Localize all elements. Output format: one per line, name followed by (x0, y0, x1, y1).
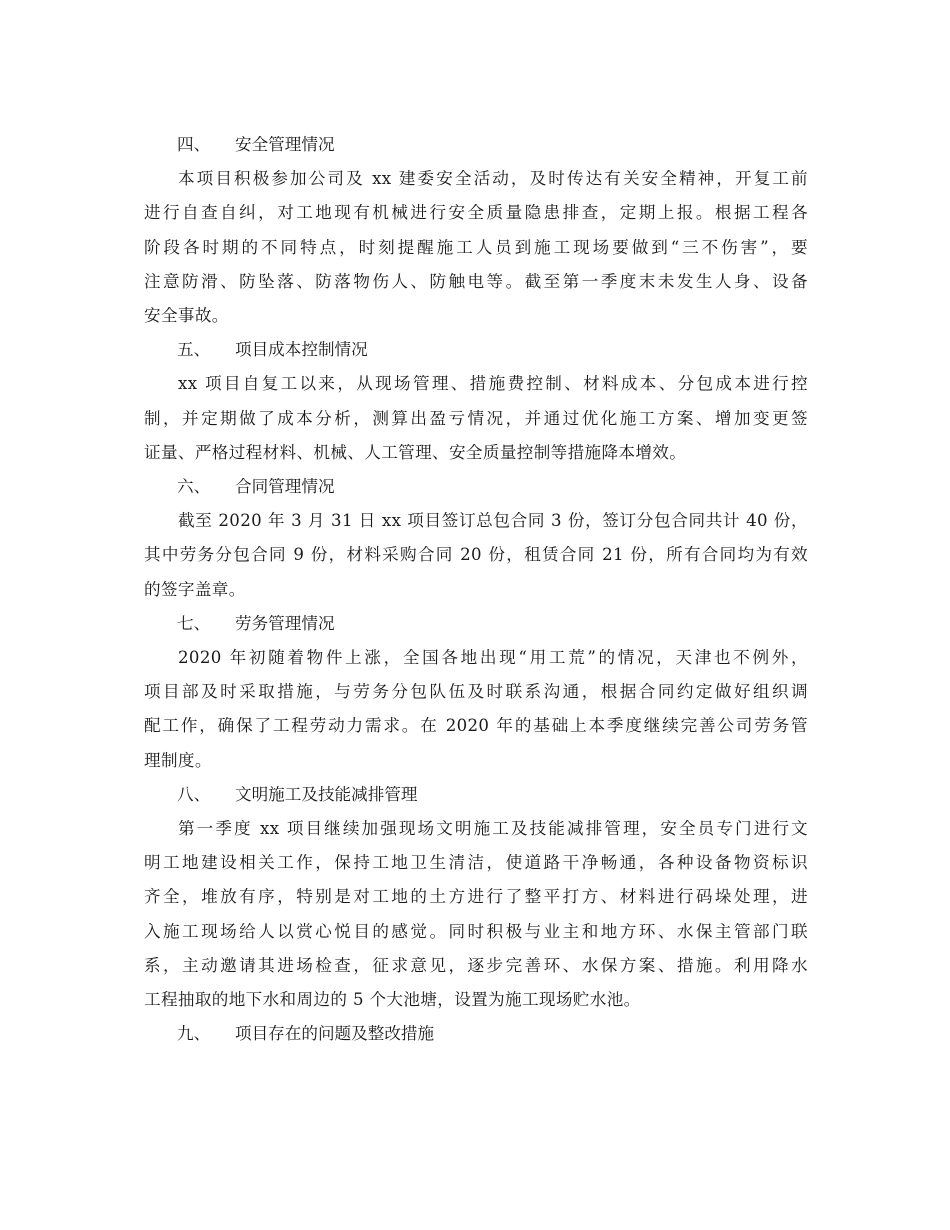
section-paragraph (144, 367, 808, 470)
paragraph-line: 理制度。 (144, 750, 212, 770)
paragraph-line: 其中劳务分包合同 9 份，材料采购合同 20 份，租赁合同 21 份，所有合同均为有效 (144, 545, 808, 565)
section-number: 八、 (177, 784, 211, 804)
paragraph-line: 配工作，确保了工程劳动力需求。在 2020 年的基础上本季度继续完善公司劳务管 (144, 716, 808, 736)
section-heading (144, 778, 808, 812)
section-title: 文明施工及技能减排管理 (235, 784, 418, 804)
paragraph-line: 阶段各时期的不同特点，时刻提醒施工人员到施工现场要做到“三不伤害”，要 (144, 237, 808, 257)
paragraph-line: 截至 2020 年 3 月 31 日 xx 项目签订总包合同 3 份，签订分包合同共计 40 份， (178, 511, 808, 531)
paragraph-line: xx 项目自复工以来，从现场管理、措施费控制、材料成本、分包成本进行控 (178, 374, 808, 394)
paragraph-line: 制，并定期做了成本分析，测算出盈亏情况，并通过优化施工方案、增加变更签 (144, 408, 808, 428)
section-heading (144, 1017, 808, 1051)
section-title: 合同管理情况 (235, 477, 335, 496)
section-heading (144, 128, 808, 162)
section-paragraph (144, 162, 808, 333)
document-page (144, 128, 808, 1051)
section-title: 安全管理情况 (235, 135, 335, 154)
section-number: 五、 (177, 340, 211, 360)
section-number: 六、 (177, 477, 211, 496)
paragraph-line: 本项目积极参加公司及 xx 建委安全活动，及时传达有关安全精神，开复工前 (178, 169, 808, 189)
section-number: 七、 (177, 613, 211, 633)
section-title: 项目成本控制情况 (235, 340, 368, 360)
paragraph-line: 工程抽取的地下水和周边的 5 个大池塘，设置为施工现场贮水池。 (144, 990, 641, 1009)
paragraph-line: 齐全，堆放有序，特别是对工地的土方进行了整平打方、材料进行码垛处理，进 (144, 887, 808, 907)
paragraph-line: 2020 年初随着物件上涨，全国各地出现“用工荒”的情况，天津也不例外， (178, 647, 808, 667)
section-heading (144, 333, 808, 367)
paragraph-line: 进行自查自纠，对工地现有机械进行安全质量隐患排查，定期上报。根据工程各 (144, 203, 808, 223)
paragraph-line: 入施工现场给人以赏心悦目的感觉。同时积极与业主和地方环、水保主管部门联 (144, 921, 808, 941)
paragraph-line: 安全事故。 (144, 306, 229, 325)
section-number: 九、 (177, 1024, 211, 1044)
section-number: 四、 (177, 135, 211, 154)
section-heading (144, 607, 808, 641)
paragraph-line: 项目部及时采取措施，与劳务分包队伍及时联系沟通，根据合同约定做好组织调 (144, 682, 808, 702)
section-title: 劳务管理情况 (235, 613, 335, 633)
section-title: 项目存在的问题及整改措施 (235, 1024, 435, 1044)
paragraph-line: 系，主动邀请其进场检查，征求意见，逐步完善环、水保方案、措施。利用降水 (144, 955, 808, 975)
paragraph-line: 的签字盖章。 (144, 579, 246, 599)
section-paragraph (144, 812, 808, 1017)
section-paragraph (144, 641, 808, 778)
section-heading (144, 470, 808, 504)
paragraph-line: 明工地建设相关工作，保持工地卫生清洁，使道路干净畅通，各种设备物资标识 (144, 853, 808, 873)
paragraph-line: 证量、严格过程材料、机械、人工管理、安全质量控制等措施降本增效。 (144, 442, 687, 462)
section-paragraph (144, 504, 808, 607)
paragraph-line: 第一季度 xx 项目继续加强现场文明施工及技能减排管理，安全员专门进行文 (178, 818, 808, 838)
paragraph-line: 注意防滑、防坠落、防落物伤人、防触电等。截至第一季度末未发生人身、设备 (144, 271, 808, 291)
